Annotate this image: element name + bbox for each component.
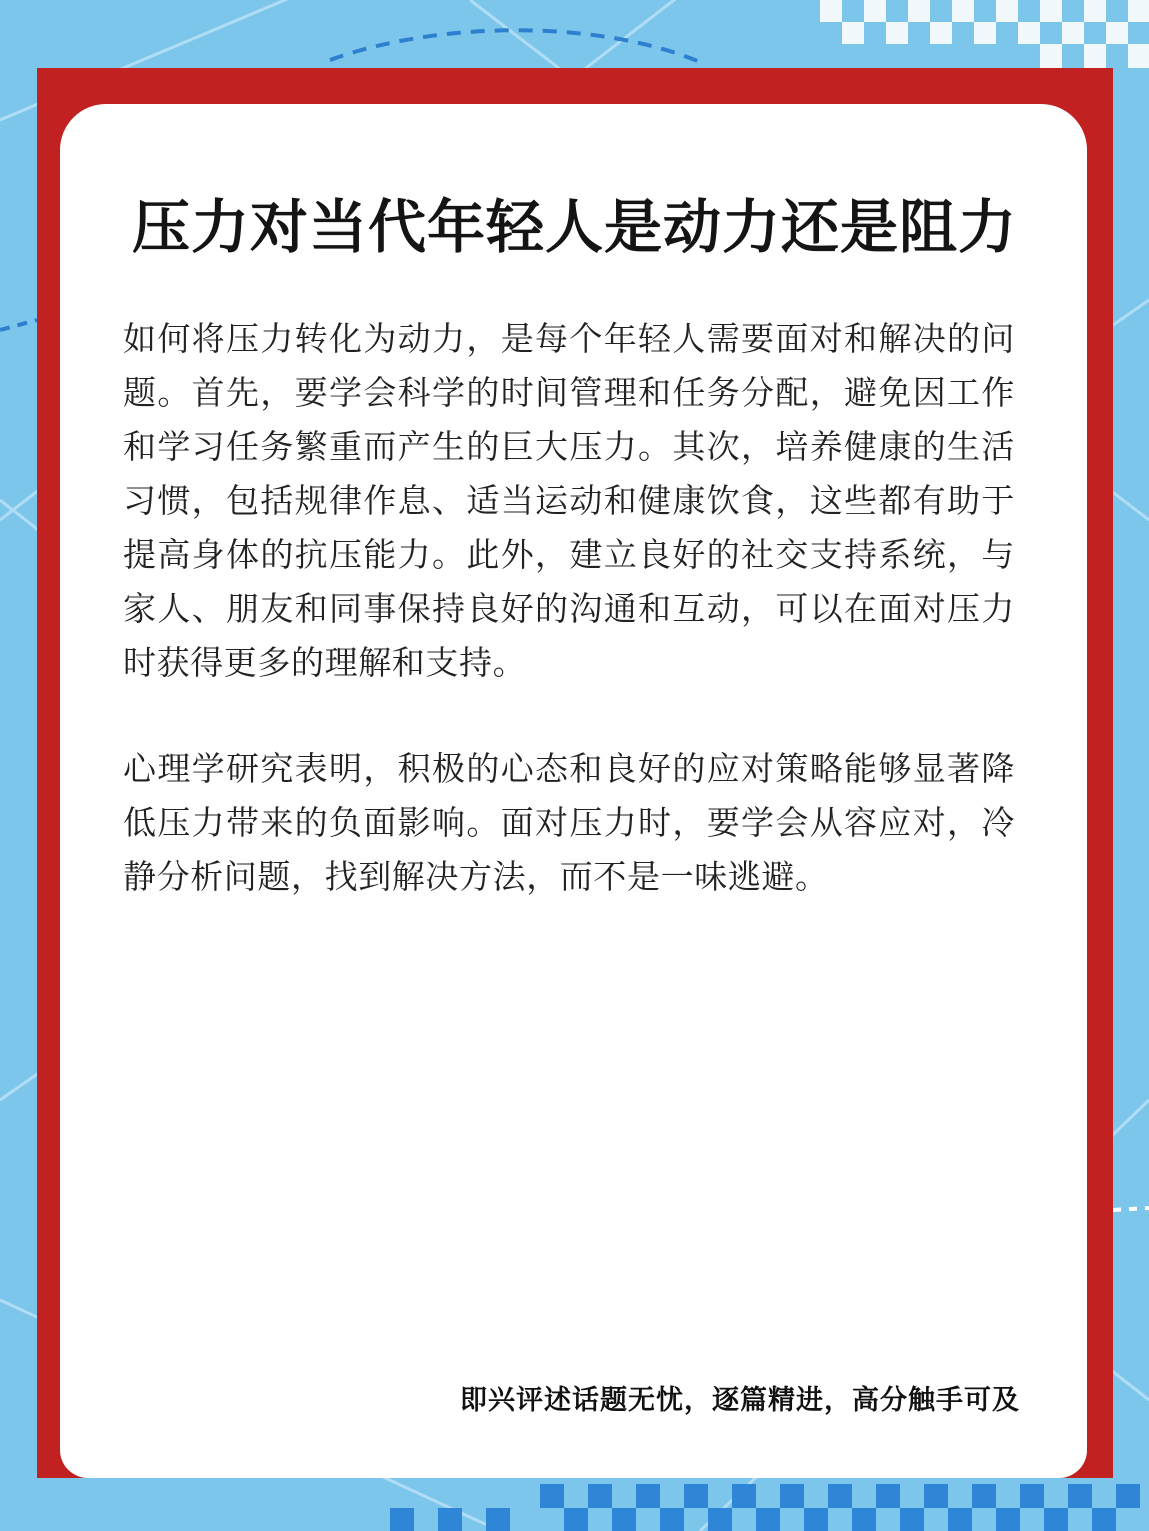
footer-slogan: 即兴评述话题无忧，逐篇精进，高分触手可及 (460, 1385, 1020, 1416)
body-paragraph-1: 如何将压力转化为动力，是每个年轻人需要面对和解决的问题。首先，要学会科学的时间管理和任务分配，避免因工作和学习任务繁重而产生的巨大压力。其次，培养健康的生活习惯，包括规律作息、适当运动和健康饮食，这些都有助于提高身体的抗压能力。此外，建立良好的社交支持系统，与家人、朋友和同事保持良好的沟通和互动，可以在面对压力时获得更多的理解和支持。 (123, 319, 1015, 682)
body-paragraph-2: 心理学研究表明，积极的心态和良好的应对策略能够显著降低压力带来的负面影响。面对压力时，要学会从容应对，冷静分析问题，找到解决方法，而不是一味逃避。 (123, 749, 1015, 896)
page-title: 压力对当代年轻人是动力还是阻力 (131, 193, 1017, 261)
